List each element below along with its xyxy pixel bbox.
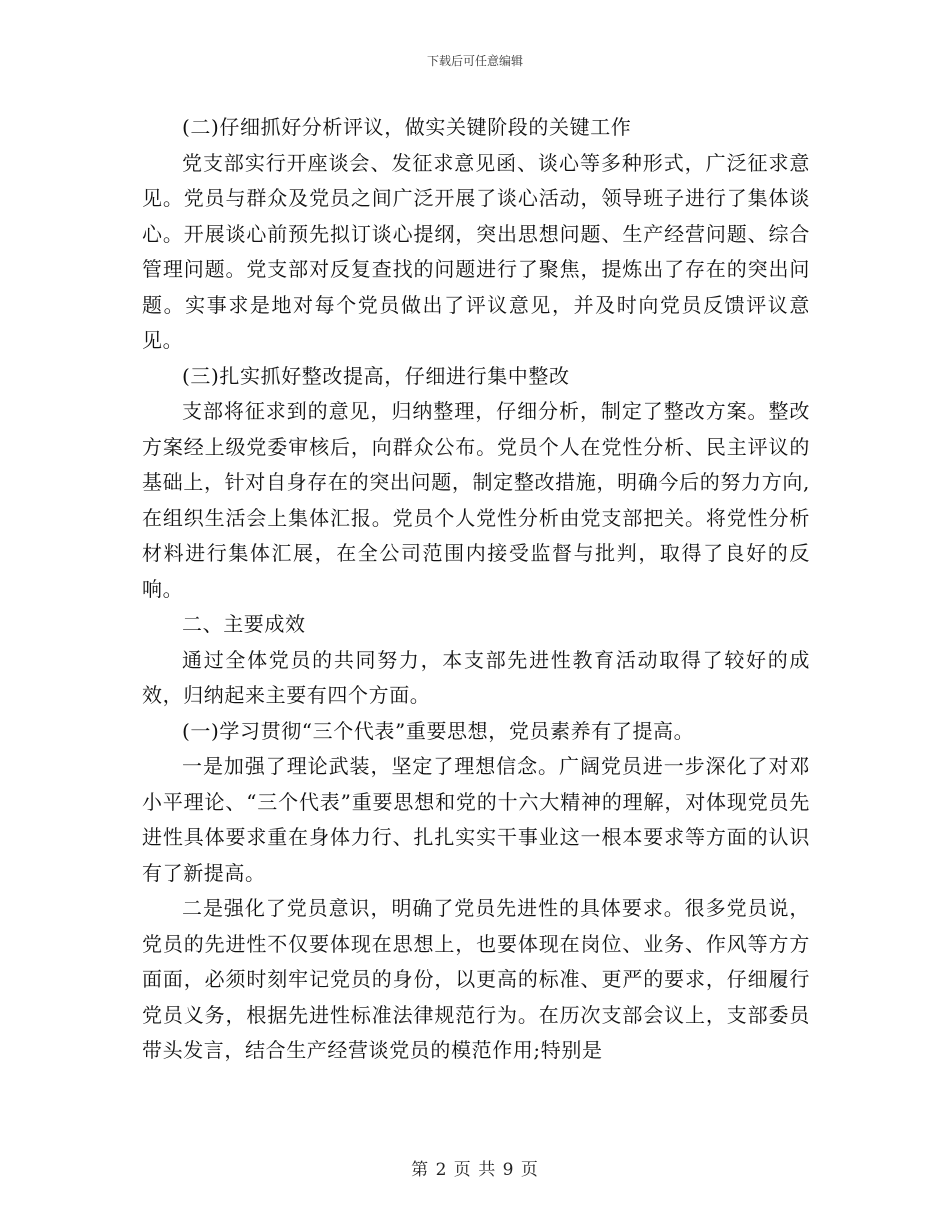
body-paragraph: 党支部实行开座谈会、发征求意见函、谈心等多种形式，广泛征求意见。党员与群众及党员之间广泛开展了谈心活动，领导班子进行了集体谈心。开展谈心前预先拟订谈心提纲，突出思想问题、生产经营问题、综合管理问题。党支部对反复查找的问题进行了聚焦，提炼出了存在的突出问题。实事求是地对每个党员做出了评议意见，并及时向党员反馈评议意见。 — [142, 150, 810, 352]
page-header-note: 下载后可任意编辑 — [426, 54, 523, 68]
body-paragraph: 一是加强了理论武装，坚定了理想信念。广阔党员进一步深化了对邓小平理论、“三个代表”重要思想和党的十六大精神的理解，对体现党员先进性具体要求重在身体力行、扎扎实实干事业这一根本要求等方面的认识有了新提高。 — [142, 754, 810, 885]
body-paragraph: 通过全体党员的共同努力，本支部先进性教育活动取得了较好的成效，归纳起来主要有四个方面。 — [142, 647, 810, 707]
section-heading-1: (一)学习贯彻“三个代表”重要思想，党员素养有了提高。 — [182, 718, 695, 743]
body-paragraph: 支部将征求到的意见，归纳整理，仔细分析，制定了整改方案。整改方案经上级党委审核后，向群众公布。党员个人在党性分析、民主评议的基础上，针对自身存在的突出问题，制定整改措施，明确今后的努力方向,在组织生活会上集体汇报。党员个人党性分析由党支部把关。将党性分析材料进行集体汇展，在全公司范围内接受监督与批判，取得了良好的反响。 — [142, 399, 810, 601]
page-number: 第 2 页 共 9 页 — [411, 1160, 539, 1180]
document-body — [142, 110, 810, 1069]
body-paragraph: 二是强化了党员意识，明确了党员先进性的具体要求。很多党员说，党员的先进性不仅要体现在思想上，也要体现在岗位、业务、作风等方方面面，必须时刻牢记党员的身份，以更高的标准、更严的要求，仔细履行党员义务，根据先进性标准法律规范行为。在历次支部会议上，支部委员带头发言，结合生产经营谈党员的模范作用;特别是 — [142, 896, 810, 1062]
section-heading-3: (三)扎实抓好整改提高，仔细进行集中整改 — [182, 363, 570, 388]
section-heading-2: (二)仔细抓好分析评议，做实关键阶段的关键工作 — [182, 115, 632, 139]
chapter-heading: 二、主要成效 — [182, 612, 306, 636]
